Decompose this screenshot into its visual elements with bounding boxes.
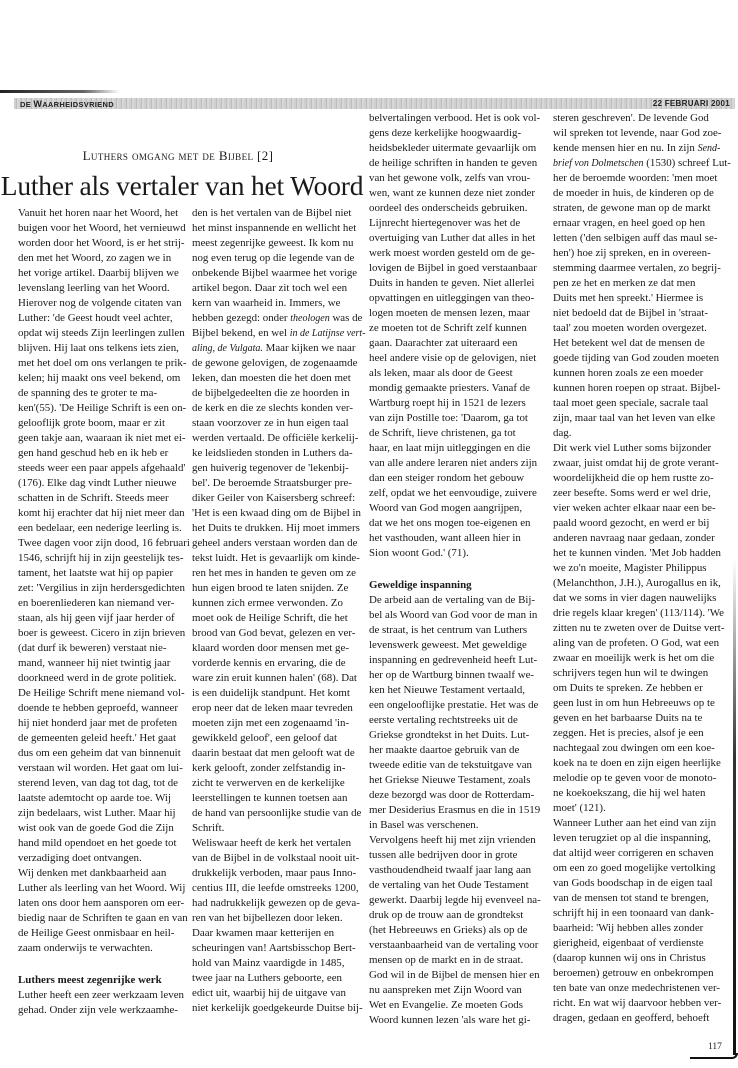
text-line: scheuringen van! Aartsbisschop Bert-	[192, 942, 356, 954]
text-line: baarheid: 'Wij hebben alles zonder	[553, 922, 704, 934]
text-line: erop neer dat de leken maar tevreden	[192, 702, 353, 714]
text-line: Griekse grondtekst in het Duits. Lut-	[369, 729, 530, 741]
text-line: het Griekse Nieuwe Testament, zoals	[369, 774, 531, 786]
text-line: logen moeten de mensen lezen, maar	[369, 307, 530, 319]
text-line: zeer besefte. Soms werd er wel drie,	[553, 487, 711, 499]
text-line: her op de Wartburg binnen twaalf we-	[369, 669, 535, 681]
text-line: zwaar, juist omdat hij de grote verant-	[553, 457, 719, 469]
text-line: moet ook de Heilige Schrift, die het	[192, 612, 348, 624]
text-line: straten, de gewone man op de markt	[553, 202, 711, 214]
text-line: levenslang leerling van het Woord.	[18, 282, 170, 294]
text-line: geheel anders verstaan worden dan de	[192, 537, 358, 549]
masthead-prefix: DE	[20, 100, 34, 109]
text-line: zwaar en moeilijk werk is het om die	[553, 652, 715, 664]
text-line: dan een steiger rondom het gebouw	[369, 472, 525, 484]
text-line: is een duidelijk standpunt. Het komt	[192, 687, 350, 699]
text-line: laten ons door hem aansporen om eer-	[18, 897, 185, 909]
text-line: gewerkt. Daarbij legde hij evenveel na-	[369, 894, 541, 906]
text-line: het Duits te drukken. Hij moet immers	[192, 522, 360, 534]
text-line: bel als Woord van God voor de man in	[369, 609, 538, 621]
text-line: haar, en laat mijn uitleggingen en die	[369, 442, 531, 454]
text-line: Dit werk viel Luther soms bijzonder	[553, 442, 712, 454]
text-line: daarin bestaat dat men gelooft wat de	[192, 747, 355, 759]
text-line: werk moest worden gesteld om de ge-	[369, 247, 535, 259]
text-line: ne koekoekszang, die hij wel haten	[553, 787, 706, 799]
issue-date: 22 FEBRUARI 2001	[652, 99, 730, 108]
text-line: 'Het is een kwaad ding om de Bijbel in	[192, 507, 361, 519]
masthead-rest: AARHEIDSVRIEND	[42, 100, 114, 109]
text-line: heel andere visie op de gelovigen, niet	[369, 352, 537, 364]
text-line: mer Desiderius Erasmus en die in 1519	[369, 804, 541, 816]
text-line: (het Hebreeuws en Grieks) als op de	[369, 924, 528, 936]
text-line: een ongelooflijke prestatie. Het was de	[369, 699, 539, 711]
text-line: steren geschreven'. De levende God	[553, 112, 709, 124]
page-corner-shadow	[690, 1053, 738, 1059]
text-line: doende te hebben geproefd, wanneer	[18, 702, 178, 714]
text-line: we zo'n moeite, Magister Philippus	[553, 562, 707, 574]
text-line: Lijnrecht hiertegenover was het de	[369, 217, 521, 229]
text-line: mondig gemaakte priesters. Vanaf de	[369, 382, 530, 394]
text-line: de hand van persoonlijke studie van de	[192, 807, 362, 819]
text-segment: Maar kijken we naar	[262, 342, 356, 354]
text-line: vier weken achter elkaar naar een be-	[553, 502, 716, 514]
text-line: deze bezorgd was door de Rotterdam-	[369, 789, 535, 801]
text-segment: was de	[329, 312, 363, 324]
text-line: van alle andere leraren niet anders zijn	[369, 457, 538, 469]
text-line: drukkelijk verboden, maar paus Inno-	[192, 867, 357, 879]
text-line	[553, 141, 731, 156]
text-line: hun eigen brood te laten snijden. Ze	[192, 582, 349, 594]
text-line: mensen op de markt en in de straat.	[369, 954, 524, 966]
text-line: zicht te verwerven en de kerkelijke	[192, 777, 345, 789]
text-line: de gemeenten geleid heeft.' Het gaat	[18, 732, 176, 744]
text-line: kern van waarheid in. Immers, we	[192, 297, 341, 309]
text-line: komt hij erachter dat hij niet meer dan	[18, 507, 185, 519]
text-line: boer is geweest. Cicero in zijn brieven	[18, 627, 186, 639]
text-line: mand, wanneer hij niet twintig jaar	[18, 657, 171, 669]
text-line: Weliswaar heeft de kerk het vertalen	[192, 837, 352, 849]
text-line: Sion woont God.' (71).	[369, 547, 469, 559]
text-line: aling van de profeten. O God, wat een	[553, 637, 720, 649]
text-line: gaan. Daarachter zat uiteraard een	[369, 337, 518, 349]
text-line: dag.	[553, 427, 572, 439]
text-line: zijn bedelaars, wist Luther. Maar hij	[18, 807, 176, 819]
text-line: gehad. Onder zijn vele werkzaamhe-	[18, 1004, 178, 1016]
text-line: van het gewone volk, zelfs van vrou-	[369, 172, 531, 184]
text-line: het minst inspannende en wellicht het	[192, 222, 357, 234]
text-line: verstaanbaarheid van de vertaling voor	[369, 939, 539, 951]
text-line: verstaan wil worden. Het gaat om lui-	[18, 762, 183, 774]
text-line: taal' zou moeten worden overgezet.	[553, 322, 707, 334]
text-line: klaard worden door mensen met ge-	[192, 642, 349, 654]
text-line: de Schrift, lieve christenen, ga tot	[369, 427, 516, 439]
text-line: beroemen) getrouw en onbekrompen	[553, 967, 714, 979]
text-line: kunnen horen zoals ze een moeder	[553, 367, 704, 379]
text-line: tament, het laatste wat hij op papier	[18, 567, 174, 579]
text-line: om Duits te spreken. Ze hebben er	[553, 682, 703, 694]
text-line: hand mild opendoet en het goede tot	[18, 837, 177, 849]
text-line: staan, als hij geen vijf jaar herder of	[18, 612, 175, 624]
text-line: verzadiging doet ontvangen.	[18, 852, 142, 864]
page-number: 117	[708, 1042, 722, 1052]
text-line: de vertaling van het Oude Testament	[369, 879, 529, 891]
text-line: de moeder in huis, de kinderen op de	[553, 187, 714, 199]
text-line: dat altijd weer corrigeren en schaven	[553, 847, 714, 859]
section-heading: Luthers meest zegenrijke werk	[18, 974, 162, 986]
text-line: den is het vertalen van de Bijbel niet	[192, 207, 352, 219]
text-line: schatten in de Schrift. Steeds meer	[18, 492, 169, 504]
text-line: Luther heeft een zeer werkzaam leven	[18, 989, 184, 1001]
text-line: doorkneed werd in de grote politiek.	[18, 672, 177, 684]
text-line: De Heilige Schrift mene niemand vol-	[18, 687, 185, 699]
text-line: het vasthouden, want alleen hier in	[369, 532, 521, 544]
text-line: opdat wij steeds Zijn leerlingen zullen	[18, 327, 185, 339]
scan-edge-shadow	[0, 90, 120, 93]
text-line: Hierover nog de volgende citaten van	[18, 297, 182, 309]
text-line: moet' (121).	[553, 802, 606, 814]
text-line	[192, 341, 366, 356]
text-line: Luther als leerling van het Woord. Wij	[18, 882, 186, 894]
text-line: inspanning en gedrevenheid heeft Lut-	[369, 654, 538, 666]
text-line: als leken, maar als door de Geest	[369, 367, 513, 379]
text-line: wil spreken tot levende, naar God zoe-	[553, 127, 722, 139]
text-line: dus om een geheim dat van binnenuit	[18, 747, 181, 759]
text-line: de kerk en die ze slechts konden ver-	[192, 402, 353, 414]
text-line: schrijvers tegen hun wil te dwingen	[553, 667, 709, 679]
text-line: oordeel des onderscheids gebruiken.	[369, 202, 528, 214]
text-line: schrijft hij in een toonaard van dank-	[553, 907, 714, 919]
text-line: blijven. Hij laat ons telkens iets zien,	[18, 342, 179, 354]
article-title: Luther als vertaler van het Woord	[0, 170, 364, 201]
text-line	[192, 326, 366, 341]
text-line: nachtegaal zou dwingen om een koe-	[553, 742, 715, 754]
text-line: Duits in handen te geven. Niet allerlei	[369, 277, 535, 289]
text-line: melodie op te geven voor de monoto-	[553, 772, 717, 784]
text-line: leken, dan moesten die het doen met	[192, 372, 351, 384]
text-line: 1546, schrijft hij in zijn geestelijk tes-	[18, 552, 184, 564]
text-line: om een zo goed mogelijke vertolking	[553, 862, 716, 874]
text-line: geven en het barbaarse Duits na te	[553, 712, 703, 724]
text-line: zaam onderwijs te verwachten.	[18, 942, 153, 954]
text-line: overtuiging van Luther dat alles in het	[369, 232, 536, 244]
text-line: het vorige artikel. Daarbij blijven we	[18, 267, 179, 279]
text-line: de gewone gelovigen, de zogenaamde	[192, 357, 358, 369]
text-column-2	[192, 206, 366, 1016]
masthead-initial: W	[33, 99, 43, 109]
text-line: gen hand geschud heb en ik heb er	[18, 447, 169, 459]
text-line: vasthoudendheid twaalf jaar lang aan	[369, 864, 532, 876]
text-line: gierigheid, eigenbaat of verdienste	[553, 937, 704, 949]
text-line: Vervolgens heeft hij met zijn vrienden	[369, 834, 536, 846]
text-line: wist ook van de goede God die Zijn	[18, 822, 174, 834]
text-line: gewikkeld geloof', een geloof dat	[192, 732, 338, 744]
text-line: hold van Mainz vaardigde in 1485,	[192, 957, 345, 969]
text-line: de straat, is het centrum van Luthers	[369, 624, 528, 636]
text-line: dragen, gedaan en geofferd, behoeft	[553, 1012, 710, 1024]
text-line: goede tijding van God zouden moeten	[553, 352, 720, 364]
text-line: niet bedoeld dat de Bijbel in 'straat-	[553, 307, 708, 319]
text-segment: hebben gezegd: onder	[192, 312, 291, 324]
header-bar	[14, 98, 735, 109]
text-line: zelf, opdat we het eenvoudige, zuivere	[369, 487, 537, 499]
text-line: her de beroemde woorden: 'men moet	[553, 172, 718, 184]
text-line: kunnen horen roepen op straat. Bijbel-	[553, 382, 721, 394]
text-segment: Bijbel bekend, en wel	[192, 327, 290, 339]
text-line: (Melanchthon, J.H.), Aurogallus en ik,	[553, 577, 721, 589]
text-line: tweede editie van de tekstuitgave van	[369, 759, 532, 771]
text-line: Luther: 'de Geest houdt veel achter,	[18, 312, 173, 324]
text-line: hen') hoe zij spreken, en in overeen-	[553, 247, 711, 259]
text-line: gelooflijk grote boom, maar er zit	[18, 417, 165, 429]
text-line: belvertalingen verbood. Het is ook vol-	[369, 112, 541, 124]
text-line: levenswerk geweest. Met geweldige	[369, 639, 527, 651]
text-line: ren van het bijbellezen door leken.	[192, 912, 343, 924]
text-line: ke leidslieden stonden in Luthers da-	[192, 447, 353, 459]
text-line: Wartburg roept hij in 1521 de lezers	[369, 397, 526, 409]
text-line: (dat durf ik beweren) verstaat nie-	[18, 642, 167, 654]
text-column-3	[369, 111, 541, 1028]
text-line: ware zin eruit kunnen halen' (68). Dat	[192, 672, 357, 684]
text-line: dat we het ons mogen toe-eigenen en	[369, 517, 531, 529]
italic-text: brief von Dolmetschen	[553, 158, 644, 169]
text-line: heidsbekleder uitermate gevaarlijk om	[369, 142, 537, 154]
text-line: artikel begon. Daar zit toch wel een	[192, 282, 348, 294]
text-line: her maakte daartoe gebruik van de	[369, 744, 520, 756]
text-line: koek na te doen en zijn eigen heerlijke	[553, 757, 721, 769]
text-line: Duits met hen spreekt.' Hiermee is	[553, 292, 704, 304]
text-line: ken het Nieuwe Testament vertaald,	[369, 684, 525, 696]
text-line: Het betekent wel dat de mensen de	[553, 337, 705, 349]
text-line	[192, 311, 366, 326]
text-line: buigen voor het Woord, het vernieuwd	[18, 222, 186, 234]
text-line: vorderde kennis en ervaring, die de	[192, 657, 346, 669]
text-line: staan voorzover ze in hun eigen taal	[192, 417, 349, 429]
text-line: gens deze kerkelijke hoogwaardig-	[369, 127, 522, 139]
text-line: de spanning des te groter te ma-	[18, 387, 158, 399]
text-line: Daar kwamen maar ketterijen en	[192, 927, 335, 939]
text-line: van zijn Postille toe: 'Daarom, ga tot	[369, 412, 528, 424]
text-line: Wanneer Luther aan het eind van zijn	[553, 817, 717, 829]
text-line: geen takje aan, waaraan ik niet met ei-	[18, 432, 186, 444]
text-line: dat we soms in vier dagen nauwelijks	[553, 592, 717, 604]
text-line: woordelijkheid die op hem rustte zo-	[553, 472, 714, 484]
text-line: ken'(55). 'De Heilige Schrift is een on-	[18, 402, 187, 414]
text-line: ze moeten tot de Schrift zelf kunnen	[369, 322, 527, 334]
text-line: het te kunnen vinden. 'Met Job hadden	[553, 547, 722, 559]
text-line: geen lust in om hun Hebreeuws op te	[553, 697, 715, 709]
text-line: Vanuit het horen naar het Woord, het	[18, 207, 179, 219]
masthead	[20, 99, 114, 109]
text-column-4	[553, 111, 731, 1026]
text-line: De arbeid aan de vertaling van de Bij-	[369, 594, 536, 606]
italic-text: aling, de Vulgata.	[192, 343, 263, 354]
text-line: leerstellingen te kunnen toetsen aan	[192, 792, 348, 804]
text-line: de Heilige Geest onmisbaar en heil-	[18, 927, 175, 939]
text-line: paald woord gezocht, en werd er bij	[553, 517, 710, 529]
text-line: Schrift.	[192, 822, 225, 834]
text-line: wen, want ze kunnen deze niet zonder	[369, 187, 536, 199]
text-line: taal moet geen speciale, sacrale taal	[553, 397, 709, 409]
text-line: zitten nu te zweten over de Duitse vert-	[553, 622, 725, 634]
paragraph-spacer	[369, 561, 541, 578]
text-line: onbekende Bijbel waarmee het vorige	[192, 267, 358, 279]
text-line	[553, 156, 731, 171]
text-line: een bedelaar, een nederige leerling is.	[18, 522, 182, 534]
text-column-1	[18, 206, 190, 1018]
text-line: ten bate van onze medechristenen ver-	[553, 982, 720, 994]
text-segment: (1530) schreef Lut-	[643, 157, 731, 169]
text-line: biedig naar de Schriften te gaan en van	[18, 912, 188, 924]
text-line: (176). Elke dag vindt Luther nieuwe	[18, 477, 177, 489]
text-line: werden vertaald. De officiële kerkelij-	[192, 432, 359, 444]
text-segment: kende mensen hier en nu. In zijn	[553, 142, 698, 154]
text-line: zeggen. Het is precies, alsof je een	[553, 727, 704, 739]
text-line: opvattingen en uitleggingen van theo-	[369, 292, 535, 304]
text-line: eerste vertaling rechtstreeks uit de	[369, 714, 518, 726]
text-line: ernaar vragen, en heel goed op hen	[553, 217, 706, 229]
text-line: Woord van God mogen aangrijpen,	[369, 502, 523, 514]
text-line: centius III, die leefde omstreeks 1200,	[192, 882, 359, 894]
text-line: (daarop kunnen wij ons in Christus	[553, 952, 706, 964]
text-line: leven terugziet op al die inspanning,	[553, 832, 711, 844]
text-line: met het doel om ons verlangen te prik-	[18, 357, 187, 369]
text-line: pen ze het en merken ze dat men	[553, 277, 696, 289]
text-line: de bijbelgedeelten die ze hoorden in	[192, 387, 350, 399]
text-line: richt. En wat wij daarvoor hebben ver-	[553, 997, 722, 1009]
text-line: kunnen zich ermee verwonden. Zo	[192, 597, 343, 609]
text-line: God wil in de Bijbel de mensen hier en	[369, 969, 540, 981]
text-line: zijn, maar taal van het leven van elke	[553, 412, 716, 424]
text-line: de heilige schriften in handen te geven	[369, 157, 538, 169]
page-edge-shadow	[733, 560, 736, 1055]
text-line: en boerenliederen kan niemand ver-	[18, 597, 175, 609]
text-line: laatste ademtocht op aarde toe. Wij	[18, 792, 171, 804]
text-line: Wij denken met dankbaarheid aan	[18, 867, 167, 879]
italic-text: in de Latijnse vert-	[289, 328, 366, 339]
text-line: ren het mes in handen te geven om ze	[192, 567, 356, 579]
italic-text: Send-	[697, 143, 721, 154]
text-line: had nadrukkelijk gewezen op de geva-	[192, 897, 360, 909]
text-line: Twee dagen voor zijn dood, 16 februari	[18, 537, 190, 549]
text-line: van Gods boodschap in de eigen taal	[553, 877, 713, 889]
text-line: niet kerkelijk goedgekeurde Duitse bij-	[192, 1002, 363, 1014]
text-line: anderen navraag naar gedaan, zonder	[553, 532, 715, 544]
italic-text: theologen	[290, 313, 330, 324]
text-line: letten ('den selbigen auff das maul se-	[553, 232, 718, 244]
text-line: meest zegenrijke geweest. Ik kom nu	[192, 237, 354, 249]
text-line: diker Geiler von Kaisersberg schreef:	[192, 492, 356, 504]
section-heading: Geweldige inspanning	[369, 579, 472, 591]
text-line: Woord kunnen lezen 'als ware het gi-	[369, 1014, 531, 1026]
text-line: edict uit, waarbij hij de uitgave van	[192, 987, 346, 999]
text-line: tussen alle bedrijven door in grote	[369, 849, 518, 861]
text-line: druk op de trouw aan de grondtekst	[369, 909, 524, 921]
text-line: kerk gelooft, zonder zelfstandig in-	[192, 762, 346, 774]
text-line: bel'. De beroemde Straatsburger pre-	[192, 477, 352, 489]
text-line: moeten zijn met een zogenaamd 'in-	[192, 717, 350, 729]
text-line: zet: 'Vergilius in zijn herdersgedichten	[18, 582, 185, 594]
text-line: den met het Woord, zo zagen we in	[18, 252, 172, 264]
text-line: worden door het Woord, is er het strij-	[18, 237, 185, 249]
text-line: nu aanspreken met Zijn Woord van	[369, 984, 522, 996]
text-line: gen huiverig tegenover de 'lekenbij-	[192, 462, 349, 474]
text-line: in Basel was verschenen.	[369, 819, 479, 831]
text-line: Wet en Evangelie. Ze moeten Gods	[369, 999, 523, 1011]
text-line: van de Bijbel in de volkstaal nooit uit-	[192, 852, 360, 864]
text-line: hij niet honderd jaar met de profeten	[18, 717, 178, 729]
text-line: kelen; hij maakt ons veel bekend, om	[18, 372, 181, 384]
text-line: stemming daarmee vertalen, zo begrij-	[553, 262, 721, 274]
series-title: Luthers omgang met de Bijbel [2]	[82, 148, 274, 163]
text-line: tekst luidt. Het is gevaarlijk om kinde-	[192, 552, 360, 564]
text-line: lovigen de Bijbel in goed verstaanbaar	[369, 262, 537, 274]
text-line: brood van God bevat, gelezen en ver-	[192, 627, 356, 639]
text-line: steeds weer een paar appels afgehaald'	[18, 462, 186, 474]
text-line: twee jaar na Luthers geboorte, een	[192, 972, 342, 984]
text-line: van de mensen tot stand te brengen,	[553, 892, 709, 904]
paragraph-spacer	[18, 956, 190, 973]
text-line: drie regels klaar kregen' (113/114). 'We	[553, 607, 724, 619]
text-line: nog even terug op die legende van de	[192, 252, 355, 264]
text-line: sterend leven, van dag tot dag, tot de	[18, 777, 178, 789]
